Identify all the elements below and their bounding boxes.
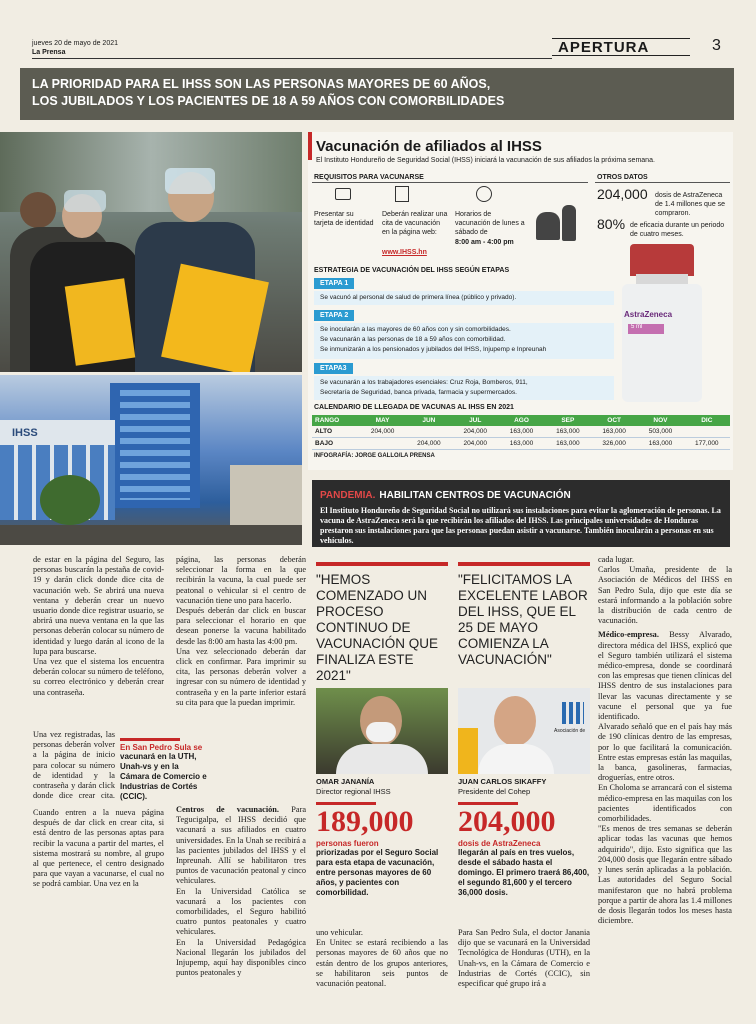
cohep-logo-icon	[562, 702, 584, 724]
table-cell	[406, 426, 452, 438]
stat-number-1: 189,000	[316, 805, 414, 838]
stat-189000	[316, 802, 448, 898]
article-column-1c	[33, 808, 164, 890]
title-accent	[308, 132, 312, 160]
efficacy-text: de eficacia durante un periodo de cuatro meses.	[630, 222, 725, 238]
table-row	[312, 438, 730, 450]
pandemic-kicker: PANDEMIA.	[320, 490, 376, 501]
req-hours: Horarios de vacunación de lunes a sábado de	[455, 211, 525, 236]
clock-icon	[476, 186, 492, 202]
stage-2-box	[314, 323, 614, 359]
col5-paragraph-4: Alvarado señaló que en el país hay más de 190 clínicas dentro de las empresas, por lo que facilitará la comunicación. Entre estas empresas están las maquilas, la banca, gasolineras, farmacias, droguerías, entre otros.	[598, 722, 732, 783]
stage-2-line-2: Se vacunarán a las personas de 18 a 59 años con comorbilidad.	[320, 336, 506, 343]
calendar-heading: CALENDARIO DE LLEGADA DE VACUNAS AL IHSS EN 2021	[314, 404, 514, 411]
headline-banner	[20, 68, 734, 120]
stat-number-2: 204,000	[458, 805, 556, 838]
headline-line-2: LOS JUBILADOS Y LOS PACIENTES DE 18 A 59 AÑOS CON COMORBILIDADES	[32, 94, 505, 108]
table-cell: 503,000	[637, 426, 683, 438]
article-column-5	[598, 555, 732, 926]
name-janania: OMAR JANANÍA	[316, 777, 375, 786]
stage-1-text: Se vacunó al personal de salud de primera línea (público y privado).	[314, 291, 614, 305]
table-cell: 163,000	[545, 438, 591, 450]
col1-paragraph-3: Una vez registradas, las personas deberán volver a la página de inicio para colocar su número de identidad y la contraseña y darán click donde dice crear cita.	[33, 730, 115, 800]
quote-text-2: "FELICITAMOS LA EXCELENTE LABOR DEL IHSS, QUE EL 25 DE MAYO COMIENZA LA VACUNACIÓN"	[458, 572, 588, 667]
req-hours-range: 8:00 am - 4:00 pm	[455, 239, 514, 246]
vial-volume: 5 ml	[628, 324, 664, 334]
callout-box	[120, 738, 210, 802]
stat-text-1: priorizadas por el Seguro Social para esta etapa de vacunación, entre personas mayores de 60 años, y pacientes con comorbilidad.	[316, 848, 439, 897]
requirements-heading: REQUISITOS PARA VACUNARSE	[314, 174, 424, 181]
web-page-icon	[395, 186, 409, 202]
article-column-2b	[176, 805, 306, 978]
infographic-credit: INFOGRAFÍA: JORGE GALLO/LA PRENSA	[314, 453, 435, 459]
photo-people-waiting	[0, 132, 302, 372]
stage-3-box	[314, 376, 614, 400]
table-cell: 163,000	[545, 426, 591, 438]
req-identity: Presentar su tarjeta de identidad	[314, 211, 374, 227]
req-appointment: Deberán realizar una cita de vacunación en la página web:	[382, 211, 448, 236]
table-cell	[684, 426, 730, 438]
table-cell: 163,000	[498, 426, 544, 438]
photo-juan-carlos-sikaffy	[458, 688, 590, 774]
stage-3-line-2: Secretaría de Seguridad, banca privada, farmacia y supermercados.	[320, 389, 517, 396]
efficacy-number: 80%	[597, 216, 626, 232]
nurse-icon	[536, 212, 560, 240]
table-header-cell: DIC	[684, 415, 730, 426]
col3-paragraph-1: uno vehicular.	[316, 928, 364, 937]
strategy-heading: ESTRATEGIA DE VACUNACIÓN DEL IHSS SEGÚN ETAPAS	[314, 267, 510, 274]
header-rule	[32, 58, 552, 59]
col1-paragraph-4: Cuando entren a la nueva página después de dar click en crear cita, si está dentro de las personas aptas para recibir la vacuna a partir del martes, el sistema mostrará su nombre, al grupo al que pertenece, el centro designado para que vayan a vacunarse, el cual no se podrá cambiar. Una vez en la	[33, 808, 164, 889]
table-cell: 326,000	[591, 438, 637, 450]
quote-text-1: "HEMOS COMENZADO UN PROCESO CONTINUO DE VACUNACIÓN QUE FINALIZA ESTE 2021"	[316, 572, 439, 683]
table-header-cell: SEP	[545, 415, 591, 426]
col2-paragraph-3: Una vez seleccionado deberán dar click en confirmar. Para imprimir su cita, las personas deberán volver a ingresar con su número de identidad y contraseña y en la parte inferior estará su cita para que la puedan imprimir.	[176, 646, 306, 707]
stat-text-2: llegarán al país en tres vuelos, desde el sábado hasta el domingo. El primero traerá 86,400, el segundo 81,600 y el tercero 36,000 dosis.	[458, 848, 590, 897]
section-title: APERTURA	[552, 38, 690, 56]
stage-2-line-3: Se inmunizarán a los pensionados y jubilados del IHSS, Injupemp e Inpreunah	[320, 346, 547, 353]
stage-2-line-1: Se inocularán a las mayores de 60 años con y sin comorbilidades.	[320, 326, 511, 333]
headline-line-1: LA PRIORIDAD PARA EL IHSS SON LAS PERSONAS MAYORES DE 60 AÑOS,	[32, 77, 491, 91]
pandemic-title: HABILITAN CENTROS DE VACUNACIÓN	[379, 490, 571, 501]
table-cell: 204,000	[452, 426, 498, 438]
pandemic-body: El Instituto Hondureño de Seguridad Social no utilizará sus instalaciones para evitar la aglomeración de personas. La vacuna de AstraZeneca será la que recibirán los afiliados del IHSS. Las principales universidades de Honduras prestaron sus instalaciones para que las personas puedan asistir a vacunarse. También inocularán a personas en sus vehículos.	[320, 506, 721, 545]
stage-3-line-1: Se vacunarán a los trabajadores esenciales: Cruz Roja, Bomberos, 911,	[320, 379, 528, 386]
table-header-cell: AGO	[498, 415, 544, 426]
stage-3-tag: ETAPA3	[314, 363, 353, 374]
infographic-title: Vacunación de afiliados al IHSS	[316, 138, 542, 155]
col2-paragraph-4: Para Tegucigalpa, el IHSS decidió que vacunará a sus afiliados en cuatro universidades. En la Unah se recibirá a las pacientes jubilados del IHSS y el Inpreunah. Allí se habilitaron tres puntos de vacunación peatonal y cinco vehiculares.	[176, 805, 307, 886]
name-sikaffy: JUAN CARLOS SIKAFFY	[458, 777, 547, 786]
role-janania: Director regional IHSS	[316, 787, 391, 796]
stage-2-tag: ETAPA 2	[314, 310, 354, 321]
table-header-cell: JUL	[452, 415, 498, 426]
article-column-3b	[316, 928, 448, 989]
photo-ihss-building	[0, 375, 302, 545]
quote-janania	[316, 562, 448, 684]
col2-paragraph-1: página, las personas deberán seleccionar la forma en la que recibirán la vacuna, la cual puede ser peatonal o vehicular si el centro de vacunación tiene uno para hacerlo.	[176, 555, 306, 605]
table-cell: 163,000	[591, 426, 637, 438]
table-cell	[359, 438, 405, 450]
vaccine-vial-image	[618, 244, 708, 404]
col5-paragraph-5: En Choloma se arrancará con el sistema médico-empresa en las maquilas con los pacientes identificados con comorbilidades.	[598, 783, 732, 824]
stage-1-tag: ETAPA 1	[314, 278, 354, 289]
doses-number: 204,000	[597, 186, 648, 202]
role-sikaffy: Presidente del Cohep	[458, 787, 531, 796]
infographic-subtitle: El Instituto Hondureño de Seguridad Social (IHSS) iniciará la vacunación de sus afiliados la próxima semana.	[316, 157, 655, 164]
col4-paragraph-1: Para San Pedro Sula, el doctor Janania dijo que se vacunará en la Universidad Tecnológica de Honduras (UTH), en la Unah-vs, en la Cámara de Comercio e Industrias de Cortés (CCIC), sin especificar qué grupo irá a	[458, 928, 590, 989]
table-cell: 163,000	[637, 438, 683, 450]
table-cell: 177,000	[684, 438, 730, 450]
table-cell: 204,000	[359, 426, 405, 438]
vaccine-arrival-table	[312, 415, 730, 450]
other-data-heading: OTROS DATOS	[597, 174, 648, 181]
col5-paragraph-1: cada lugar.	[598, 555, 634, 564]
photo-omar-janania	[316, 688, 448, 774]
col2-subhead: Centros de vacunación.	[176, 805, 279, 814]
col3-paragraph-2: En Unitec se estará recibiendo a las personas mayores de 60 años que no están dentro de los grupos anteriores, se habilitaron seis puntos de vacunación peatonal.	[316, 938, 448, 989]
table-row	[312, 426, 730, 438]
table-cell: ALTO	[312, 426, 359, 438]
col2-paragraph-6: En la Universidad Pedagógica Nacional llegarán los jubilados del Injupemp, aquí hay disponibles cinco puntos peatonales y	[176, 937, 306, 978]
table-header-cell: NOV	[637, 415, 683, 426]
col5-subhead: Médico-empresa.	[598, 630, 659, 640]
stat-204000	[458, 802, 590, 898]
table-header-cell: MAY	[359, 415, 405, 426]
table-cell: 204,000	[406, 438, 452, 450]
vial-brand: AstraZeneca	[624, 310, 673, 319]
article-column-2a	[176, 555, 306, 708]
callout-text: vacunará en la UTH, Unah-vs y en la Cámara de Comercio e Industrias de Cortés (CCIC).	[120, 752, 207, 801]
table-cell: BAJO	[312, 438, 359, 450]
col2-paragraph-5: En la Universidad Católica se vacunará a los pacientes con comorbilidades, el Seguro habilitó cuatro puntos peatonales y cuatro vehiculares.	[176, 886, 306, 937]
table-header-cell: RANGO	[312, 415, 359, 426]
paper-name: La Prensa	[32, 49, 66, 56]
building-sign: IHSS	[12, 427, 38, 439]
cohep-logo-text: Asociación de	[554, 728, 586, 734]
col1-paragraph-1: de estar en la página del Seguro, las personas buscarán la pestaña de covid-19 y darán click donde dice cita de vacunación web. Se abrirá una nueva ventana y deberán crear un nuevo usuario donde dice registrar usuario, se abrirá una nueva ventana en la que las personas deberán colocar su número de identidad y luego darán al icono de la lupa para buscarse.	[33, 555, 164, 656]
col2-paragraph-2: Después deberán dar click en buscar para seleccionar el horario en que desean ponerse la vacuna habilitado desde las 8:00 am hasta las 4:00 pm.	[176, 606, 306, 646]
pandemic-summary-box	[312, 480, 730, 547]
table-cell: 204,000	[452, 438, 498, 450]
ihss-url[interactable]: www.IHSS.hn	[382, 249, 427, 256]
callout-kicker: En San Pedro Sula se	[120, 743, 203, 752]
col5-paragraph-6: "Es menos de tres semanas se deberán aplicar todas las vacunas que hemos adquirido", dijo. Esto significa que las 204,000 dosis que llegarán entre sábado y lunes serán aplicadas a la población. Las autoridades del Seguro Social manifestaron que no habrá problema porque a partir de ahora las 1.4 millones de dosis llegarán todos los meses hasta diciembre.	[598, 824, 732, 926]
quote-bar	[458, 562, 590, 566]
col5-paragraph-3: Bessy Alvarado, directora médica del IHSS, explicó que el Seguro también utilizará el sistema médico-empresa, donde se coordinará con las empresas que tienen clínicas del IHSS dentro de sus instalaciones para llevar las vacunas directamente y se vacune el personal que ya fue identificado.	[598, 630, 732, 722]
quote-sikaffy	[458, 562, 590, 668]
article-column-1b	[33, 730, 115, 800]
table-header-cell: JUN	[406, 415, 452, 426]
stat-sub-2: dosis de AstraZeneca	[458, 839, 541, 848]
issue-date: jueves 20 de mayo de 2021	[32, 40, 119, 47]
col5-paragraph-2: Carlos Umaña, presidente de la Asociación de Médicos del IHSS en San Pedro Sula, dijo que este día se estará informando a la población sobre la distribución de cada centro de vacunación.	[598, 565, 732, 626]
article-column-1a	[33, 555, 164, 698]
page-number: 3	[712, 37, 721, 54]
stat-sub-1: personas fueron	[316, 839, 379, 848]
patient-icon	[562, 205, 576, 241]
table-cell: 163,000	[498, 438, 544, 450]
doses-text: dosis de AstraZeneca de 1.4 millones que se compraron.	[655, 192, 726, 217]
table-header-cell: OCT	[591, 415, 637, 426]
article-column-4b	[458, 928, 590, 989]
id-card-icon	[335, 188, 351, 200]
quote-bar	[316, 562, 448, 566]
col1-paragraph-2: Una vez que el sistema los encuentra deberán colocar su número de teléfono, su correo electrónico y deberán crear una contraseña.	[33, 657, 164, 697]
